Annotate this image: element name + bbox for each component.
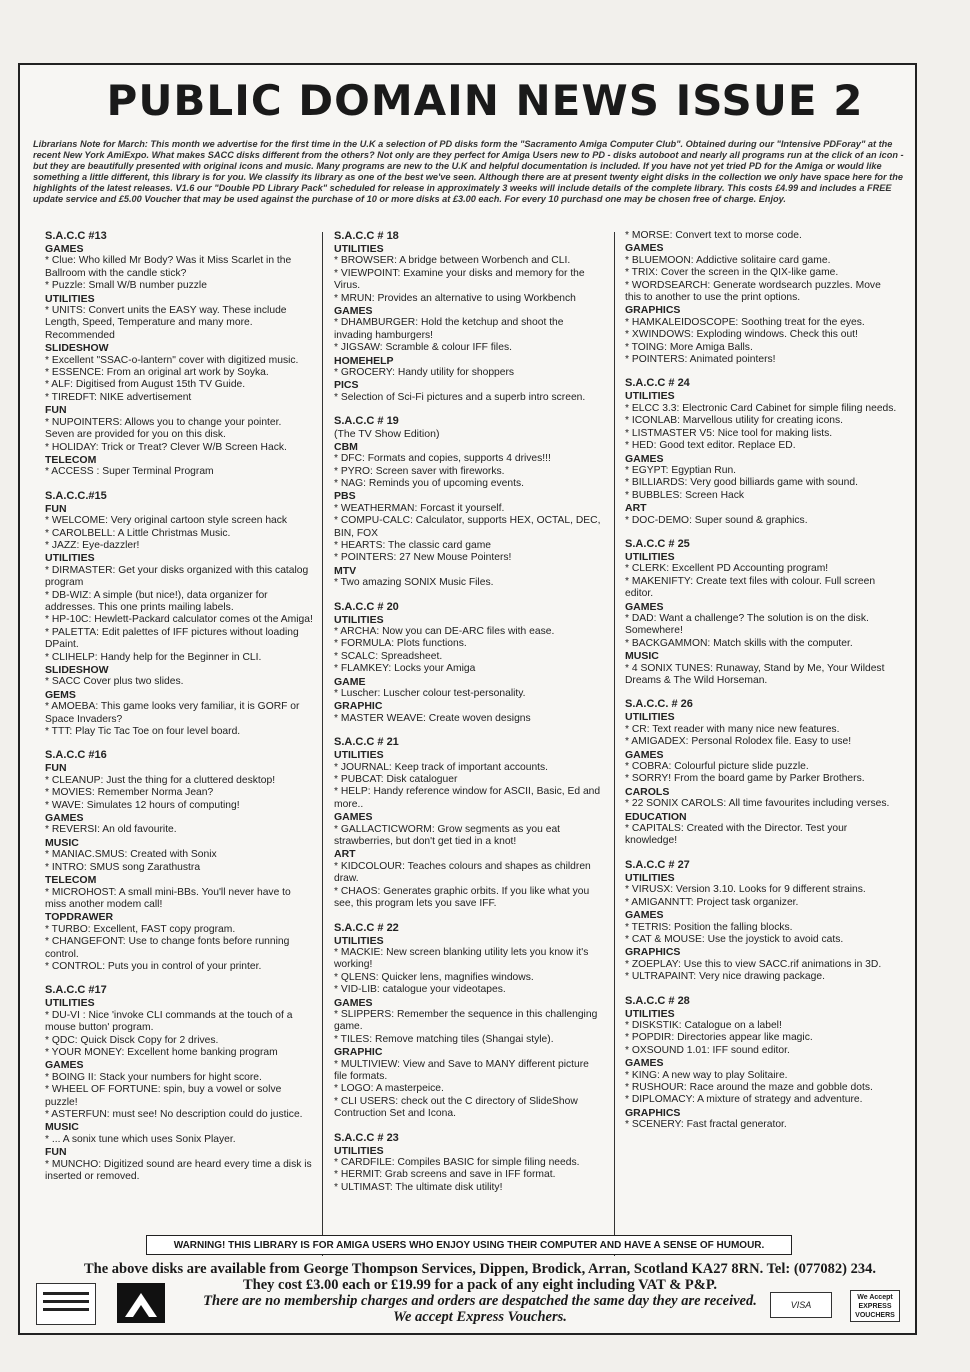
category-heading: TELECOM [45,874,97,887]
program-entry: * Puzzle: Small W/B number puzzle [45,280,207,292]
program-entry: * ESSENCE: From an original art work by Soyka. [45,367,269,379]
category-heading: UTILITIES [334,934,384,947]
category-heading: SLIDESHOW [45,664,109,676]
disk-title: S.A.C.C #17 [45,984,107,997]
column-2 [334,230,604,1205]
disk-title: S.A.C.C.#15 [45,489,107,502]
program-entry: * ... A sonix tune which uses Sonix Player. [45,1133,236,1145]
disk-title: S.A.C.C # 28 [625,994,690,1007]
program-entry: * DISKSTIK: Catalogue on a label! [625,1019,782,1031]
category-heading: GAME [334,675,366,688]
program-entry: * ELCC 3.3: Electronic Card Cabinet for simple filing needs. [625,402,897,414]
program-entry: * FLAMKEY: Locks your Amiga [334,663,476,675]
program-entry: * DAD: Want a challenge? The solution is on the disk. Somewhere! [625,612,869,637]
program-entry: * CLERK: Excellent PD Accounting program! [625,563,829,575]
disk-title: S.A.C.C # 18 [334,230,399,242]
program-entry: * Clue: Who killed Mr Body? Was it Miss Scarlet in the Ballroom with the candle stick? [45,255,292,279]
disk-title: S.A.C.C. # 26 [625,698,693,711]
category-heading: FUN [45,1146,67,1159]
category-heading: GRAPHICS [625,1106,681,1119]
program-entry: * TILES: Remove matching tiles (Shangai style). [334,1033,554,1045]
program-entry: * MOVIES: Remember Norma Jean? [45,787,214,799]
program-entry: * HAMKALEIDOSCOPE: Soothing treat for the eyes. [625,316,865,328]
category-heading: GAMES [45,1059,84,1072]
program-entry: * ASTERFUN: must see! No description could do justice. [45,1109,303,1120]
program-entry: * ZOEPLAY: Use this to view SACC.rif animations in 3D. [625,958,882,970]
program-entry: * ULTRAPAINT: Very nice drawing package. [625,971,825,983]
program-entry: * ICONLAB: Marvellous utility for creating icons. [625,415,844,427]
program-entry: * QLENS: Quicker lens, magnifies windows. [334,971,534,983]
disk-section [625,230,897,366]
program-entry: * ALF: Digitised from August 15th TV Guide. [45,379,246,391]
category-heading: UTILITIES [625,1007,675,1020]
category-heading: UTILITIES [334,1144,384,1157]
program-entry: * EGYPT: Egyptian Run. [625,464,737,476]
program-entry: * AMIGADEX: Personal Rolodex file. Easy to use! [625,736,852,748]
program-entry: * MANIAC.SMUS: Created with Sonix [45,849,217,861]
program-entry: * BOING II: Stack your numbers for hight score. [45,1071,262,1083]
warning-banner: WARNING! THIS LIBRARY IS FOR AMIGA USERS WHO ENJOY USING THEIR COMPUTER AND HAVE A SENSE OF HUMOUR. [146,1235,792,1255]
program-entry: * FORMULA: Plots functions. [334,638,467,650]
disk-title: S.A.C.C # 24 [625,377,690,390]
program-entry: * OXSOUND 1.01: IFF sound editor. [625,1044,790,1056]
program-entry: * WHEEL OF FORTUNE: spin, buy a vowel or solve puzzle! [45,1084,282,1108]
program-entry: * BUBBLES: Screen Hack [625,489,745,501]
category-heading: GAMES [625,242,664,255]
category-heading: GAMES [334,305,373,318]
program-entry: * VIEWPOINT: Examine your disks and memory for the Virus. [334,267,585,292]
program-entry: * YOUR MONEY: Excellent home banking program [45,1046,278,1058]
category-heading: GAMES [334,996,373,1009]
category-heading: UTILITIES [45,997,95,1010]
program-entry: * COMPU-CALC: Calculator, supports HEX, OCTAL, DEC, BIN, FOX [334,515,601,539]
program-entry: * MUNCHO: Digitized sound are heard every time a disk is inserted or removed. [45,1158,312,1183]
order-line-3: There are no membership charges and orders are despatched the same day they are received. [203,1293,757,1309]
category-heading: UTILITIES [334,243,384,255]
category-heading: GEMS [45,688,76,701]
category-heading: SLIDESHOW [45,342,109,355]
program-entry: * RUSHOUR: Race around the maze and gobble dots. [625,1081,873,1093]
program-entry: * HOLIDAY: Trick or Treat? Clever W/B Screen Hack. [45,441,287,453]
program-entry: * JOURNAL: Keep track of important accounts. [334,761,549,773]
program-entry: * WELCOME: Very original cartoon style screen hack [45,515,288,527]
program-entry: * MACKIE: New screen blanking utility lets you know it's working! [334,946,589,971]
program-entry: * ACCESS : Super Terminal Program [45,466,214,478]
program-entry: * SCALC: Spreadsheet. [334,650,443,662]
program-entry: * HED: Good text editor. Replace ED. [625,440,796,452]
program-entry: * SCENERY: Fast fractal generator. [625,1119,787,1131]
program-entry: * 4 SONIX TUNES: Runaway, Stand by Me, Your Wildest Dreams & The Wild Horseman. [625,662,885,686]
category-heading: (The TV Show Edition) [334,428,440,441]
category-heading: UTILITIES [625,550,675,563]
category-heading: UTILITIES [45,292,95,305]
category-heading: UTILITIES [334,749,384,762]
program-entry: * CHAOS: Generates graphic orbits. If you like what you see, this program lets you save IFF. [334,885,590,910]
order-line-4: We accept Express Vouchers. [393,1309,567,1325]
program-entry: * WEATHERMAN: Forcast it yourself. [334,502,505,514]
program-entry: * GROCERY: Handy utility for shoppers [334,367,515,379]
program-entry: * POINTERS: 27 New Mouse Pointers! [334,552,512,564]
program-entry: * MRUN: Provides an alternative to using Workbench [334,292,576,304]
disk-section [334,736,604,910]
disk-title: S.A.C.C # 23 [334,1131,399,1144]
program-entry: * REVERSI: An old favourite. [45,824,177,836]
category-heading: GAMES [334,811,373,824]
category-heading: TOPDRAWER [45,911,114,924]
program-entry: * Selection of Sci-Fi pictures and a superb intro screen. [334,391,586,403]
program-entry: * JAZZ: Eye-dazzler! [45,539,140,551]
category-heading: GAMES [45,812,84,825]
column-divider [322,232,323,1256]
program-entry: * CLIHELP: Handy help for the Beginner in CLI. [45,651,262,663]
category-heading: UTILITIES [625,871,675,884]
program-entry: * DB-WIZ: A simple (but nice!), data organizer for addresses. This one prints mailing labels. [45,589,268,613]
program-entry: * POPDIR: Directories appear like magic. [625,1032,813,1044]
category-heading: MUSIC [45,1121,79,1134]
category-heading: MUSIC [45,836,79,849]
category-heading: EDUCATION [625,810,687,823]
program-entry: * PYRO: Screen saver with fireworks. [334,465,505,477]
category-heading: GAMES [625,748,664,761]
program-entry: * TETRIS: Position the falling blocks. [625,921,793,933]
disk-section [625,698,897,847]
page-title: PUBLIC DOMAIN NEWS ISSUE 2 [106,76,864,125]
program-entry: * SORRY! From the board game by Parker Brothers. [625,773,865,785]
disk-section [45,749,313,973]
program-entry: * TTT: Play Tic Tac Toe on four level board. [45,726,241,738]
program-entry: * DHAMBURGER: Hold the ketchup and shoot the invading hamburgers! [334,317,564,341]
program-entry: * DIPLOMACY: A mixture of strategy and adventure. [625,1094,863,1106]
disk-section [334,415,604,589]
program-entry: * NAG: Reminds you of upcoming events. [334,477,525,489]
program-entry: * MASTER WEAVE: Create woven designs [334,712,531,724]
program-entry: * DIRMASTER: Get your disks organized with this catalog program [45,564,309,589]
category-heading: FUN [45,762,67,775]
disk-section [334,230,604,404]
category-heading: ART [625,502,647,515]
category-heading: UTILITIES [625,390,675,403]
category-heading: GAMES [625,600,664,613]
program-entry: * 22 SONIX CAROLS: All time favourites including verses. [625,798,890,810]
program-entry: * ULTIMAST: The ultimate disk utility! [334,1181,503,1193]
order-line-1: The above disks are available from George Thompson Services, Dippen, Brodick, Arran, Scotland KA27 8RN. Tel: (077082) 234. [83,1261,877,1277]
column-1 [45,230,313,1194]
category-heading: MTV [334,564,357,577]
category-heading: GAMES [625,452,664,465]
program-entry: * CAPITALS: Created with the Director. Test your knowledge! [625,823,848,847]
program-entry: * VIRUSX: Version 3.10. Looks for 9 different strains. [625,884,866,896]
disk-section [45,490,313,739]
category-heading: GRAPHICS [625,304,681,317]
disk-section [625,995,897,1132]
program-entry: * TRIX: Cover the screen in the QIX-like game. [625,267,839,279]
category-heading: UTILITIES [334,613,384,626]
disk-section [625,538,897,687]
program-entry: * CLI USERS: check out the C directory of SlideShow Contruction Set and Icona. [334,1095,578,1120]
program-entry: * ARCHA: Now you can DE-ARC files with ease. [334,625,555,637]
category-heading: ART [334,848,356,861]
program-entry: * NUPOINTERS: Allows you to change your pointer. Seven are provided for you on this disk. [45,416,282,441]
disk-title: S.A.C.C #16 [45,749,107,762]
program-entry: * GALLACTICWORM: Grow segments as you eat strawberries, but don't get tied in a knot! [334,823,561,848]
visa-logo: VISA [770,1292,832,1318]
category-heading: GAMES [625,1057,664,1070]
program-entry: * TIREDFT: NIKE advertisement [45,391,192,403]
program-entry: * JIGSAW: Scramble & colour IFF files. [334,342,512,354]
disk-title: S.A.C.C # 27 [625,858,690,871]
program-entry: * UNITS: Convert units the EASY way. These include Length, Speed, Temperature and many more. Recommended [45,305,287,341]
services-logo [36,1283,96,1325]
column-3 [625,230,897,1143]
category-heading: PBS [334,490,356,503]
order-line-2: They cost £3.00 each or £19.99 for a pack of any eight including VAT & P&P. [243,1277,717,1293]
program-entry: * BROWSER: A bridge between Worbench and CLI. [334,255,571,267]
program-entry: * CAROLBELL: A Little Christmas Music. [45,527,231,539]
program-entry: * HERMIT: Grab screens and save in IFF format. [334,1169,556,1181]
program-entry: * SLIPPERS: Remember the sequence in this challenging game. [334,1008,598,1033]
intro-paragraph: Librarians Note for March: This month we advertise for the first time in the U.K a selection of PD disks form the "Sacramento Amiga Computer Club". Obtained during our "Intensive PDForay" at the recent New York AmiExpo. What makes SACC disks different from the others? Not only are they perfect for Amiga Users new to PD - disks autoboot and nearly all programs run at the click of an icon - but they are beautifully presented with original icons and music. Many programs are new to the U.K and helpful documentation is included. If you have not yet tried PD for the Amiga or would like something a little different, this library is for you. We classify its library as one of the best we've seen. Although there are at present twenty eight disks in the collection we only have space here for the highlights of the latest releases. V1.6 our "Double PD Library Pack" scheduled for release in approximately 3 weeks will include details of the complete library. This costs £4.99 and includes a FREE update service and £5.00 Voucher that may be used against the purchase of 10 or more disks at £3.00 each. For every 10 purchasd one may be chosen free of charge. Enjoy. [33,139,904,204]
program-entry: * AMIGANNTT: Project task organizer. [625,896,799,908]
program-entry: * DFC: Formats and copies, supports 4 drives!!! [334,453,551,465]
disk-section [45,984,313,1183]
category-heading: TELECOM [45,453,97,466]
category-heading: GRAPHIC [334,700,383,713]
program-entry: * BACKGAMMON: Match skills with the computer. [625,637,853,649]
category-heading: CAROLS [625,785,670,798]
category-heading: HOMEHELP [334,354,394,367]
category-heading: GRAPHICS [625,946,681,959]
disk-title: S.A.C.C # 25 [625,537,690,550]
disk-section [334,601,604,726]
disk-title: S.A.C.C # 20 [334,600,399,613]
program-entry: * XWINDOWS: Exploding windows. Check this out! [625,329,858,341]
disk-section [625,859,897,984]
program-entry: * HEARTS: The classic card game [334,539,491,551]
disk-title: S.A.C.C # 19 [334,415,399,428]
program-entry: * HP-10C: Hewlett-Packard calculator comes ot the Amiga! [45,614,313,626]
program-entry: * KING: A new way to play Solitaire. [625,1069,788,1081]
program-entry: * INTRO: SMUS song Zarathustra [45,861,201,873]
express-vouchers-logo: We Accept EXPRESS VOUCHERS [850,1290,900,1322]
program-entry: * HELP: Handy reference window for ASCII, Basic, Ed and more.. [334,786,601,810]
disk-section [334,1132,604,1195]
category-heading: FUN [45,404,67,417]
disk-section [625,377,897,526]
program-entry: * CR: Text reader with many nice new features. [625,723,840,735]
program-entry: * MULTIVIEW: View and Save to MANY different picture file formats. [334,1058,589,1082]
program-entry: * LISTMASTER V5: Nice tool for making lists. [625,427,833,439]
access-card-logo [117,1283,165,1323]
program-entry: * CLEANUP: Just the thing for a cluttered desktop! [45,774,276,786]
category-heading: CBM [334,440,358,453]
program-entry: * PALETTA: Edit palettes of IFF pictures without loading DPaint. [45,626,299,651]
category-heading: GAMES [45,243,84,255]
program-entry: * WAVE: Simulates 12 hours of computing! [45,799,240,811]
category-heading: FUN [45,502,67,515]
program-entry: * QDC: Quick Disck Copy for 2 drives. [45,1034,219,1046]
program-entry: * LOGO: A masterpeice. [334,1083,444,1095]
program-entry: * CARDFILE: Compiles BASIC for simple filing needs. [334,1157,580,1168]
category-heading: GRAPHIC [334,1046,383,1059]
disk-title: S.A.C.C # 22 [334,921,399,934]
category-heading: PICS [334,379,359,392]
category-heading: MUSIC [625,650,659,663]
access-icon [117,1283,165,1323]
program-entry: * BLUEMOON: Addictive solitaire card game. [625,254,831,266]
disk-title: S.A.C.C # 21 [334,736,399,749]
disk-section [45,230,313,479]
program-entry: * AMOEBA: This game looks very familiar, it is GORF or Space Invaders? [45,701,300,725]
column-divider [614,232,615,1256]
program-entry: * WORDSEARCH: Generate wordsearch puzzles. Move this to another to use the print options. [625,279,881,304]
program-entry: * CHANGEFONT: Use to change fonts before running control. [45,936,290,960]
program-entry: * CONTROL: Puts you in control of your printer. [45,960,262,972]
program-entry: * PUBCAT: Disk cataloguer [334,774,458,786]
program-entry: * MICROHOST: A small mini-BBs. You'll never have to miss another modem call! [45,886,291,910]
program-entry: * TURBO: Excellent, FAST copy program. [45,923,236,935]
program-entry: * Luscher: Luscher colour test-personality. [334,688,526,699]
program-entry: * KIDCOLOUR: Teaches colours and shapes as children draw. [334,860,591,885]
program-entry: * DU-VI : Nice 'invoke CLI commands at the touch of a mouse button' program. [45,1009,293,1034]
program-entry: * MORSE: Convert text to morse code. [625,230,802,241]
program-entry: * Two amazing SONIX Music Files. [334,577,494,589]
program-entry: * DOC-DEMO: Super sound & graphics. [625,514,808,526]
disk-title: S.A.C.C #13 [45,230,107,242]
category-heading: GAMES [625,909,664,922]
program-entry: * COBRA: Colourful picture slide puzzle. [625,761,809,773]
disk-section [334,922,604,1121]
category-heading: UTILITIES [625,711,675,724]
program-entry: * SACC Cover plus two slides. [45,676,184,688]
program-entry: * POINTERS: Animated pointers! [625,354,776,366]
program-entry: * VID-LIB: catalogue your videotapes. [334,984,506,996]
program-entry: * Excellent "SSAC-o-lantern" cover with digitized music. [45,354,299,366]
program-entry: * MAKENIFTY: Create text files with colour. Full screen editor. [625,575,876,600]
category-heading: UTILITIES [45,552,95,565]
program-entry: * CAT & MOUSE: Use the joystick to avoid cats. [625,933,844,945]
program-entry: * TOING: More Amiga Balls. [625,341,753,353]
program-entry: * BILLIARDS: Very good billiards game with sound. [625,477,858,489]
